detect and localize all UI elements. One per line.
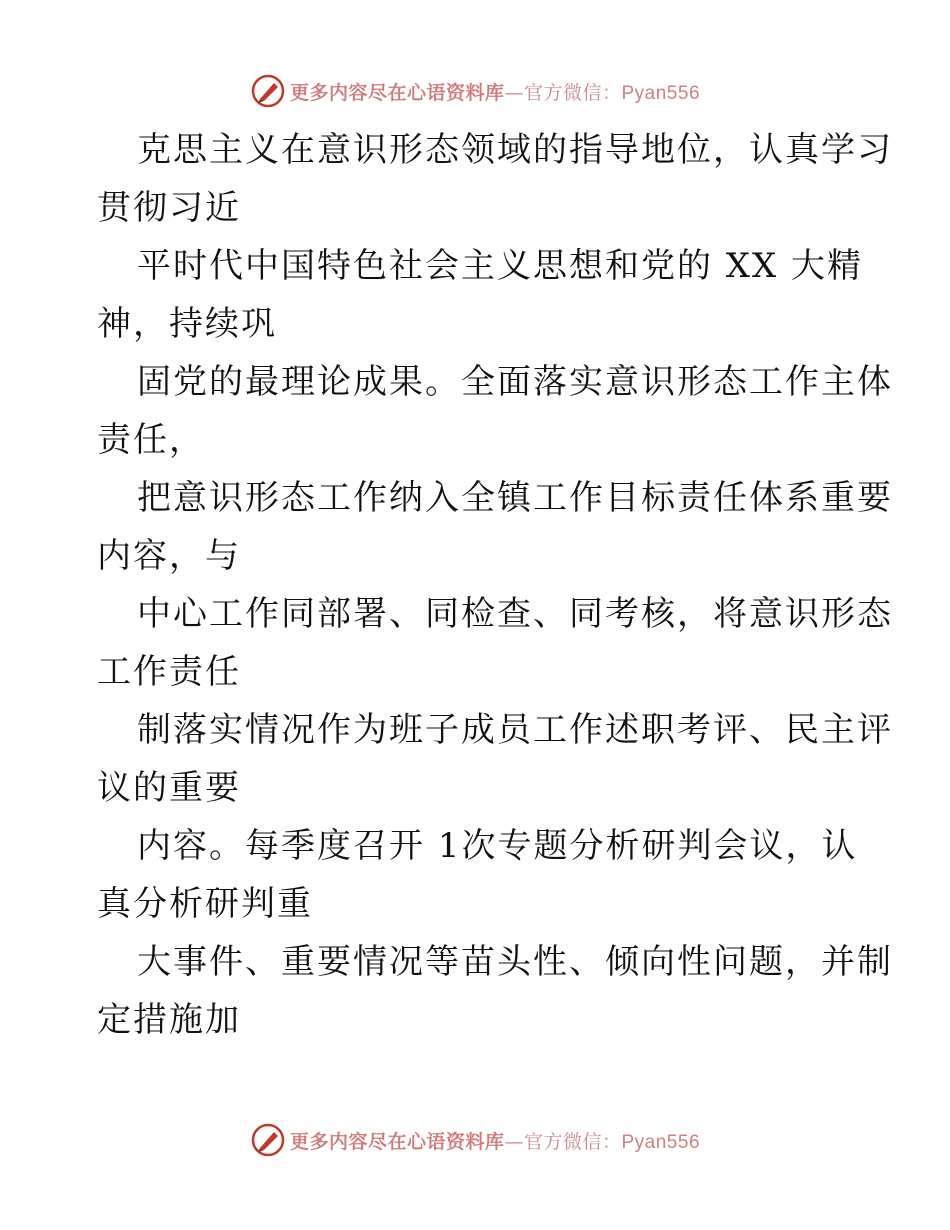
- text-line: 贯彻习近: [97, 188, 241, 228]
- watermark-site: 更多内容尽在心语资料库: [289, 81, 505, 104]
- watermark-handle: Pyan556: [621, 82, 701, 104]
- text-line: 定措施加: [97, 1000, 241, 1040]
- pen-logo-icon: [250, 1122, 286, 1158]
- text-line: 内容，与: [97, 536, 241, 576]
- footer-watermark: [0, 1120, 950, 1160]
- text-line: 平时代中国特色社会主义思想和党的 XX 大精: [137, 246, 864, 286]
- text-line: 内容。每季度召开 1次专题分析研判会议，认: [137, 826, 858, 866]
- text-line: 固党的最理论成果。全面落实意识形态工作主体: [137, 362, 893, 402]
- text-line: 工作责任: [97, 652, 241, 692]
- text-line: 真分析研判重: [97, 884, 313, 924]
- text-line: 克思主义在意识形态领域的指导地位，认真学习: [137, 130, 893, 170]
- pen-logo-icon: [250, 73, 286, 109]
- text-line: 制落实情况作为班子成员工作述职考评、民主评: [137, 710, 893, 750]
- watermark-wechat-label: 官方微信：: [523, 1130, 622, 1153]
- watermark-wechat-label: 官方微信：: [523, 81, 622, 104]
- text-line: 神，持续巩: [97, 304, 277, 344]
- document-body: [97, 121, 893, 1049]
- watermark-dash: —: [504, 1130, 524, 1153]
- header-watermark: [0, 71, 950, 111]
- watermark-site: 更多内容尽在心语资料库: [289, 1130, 505, 1153]
- watermark-dash: —: [504, 81, 524, 104]
- text-line: 把意识形态工作纳入全镇工作目标责任体系重要: [137, 478, 893, 518]
- text-line: 责任，: [97, 420, 205, 460]
- text-line: 议的重要: [97, 768, 241, 808]
- text-line: 大事件、重要情况等苗头性、倾向性问题，并制: [137, 942, 893, 982]
- watermark-handle: Pyan556: [621, 1131, 701, 1153]
- text-line: 中心工作同部署、同检查、同考核，将意识形态: [137, 594, 893, 634]
